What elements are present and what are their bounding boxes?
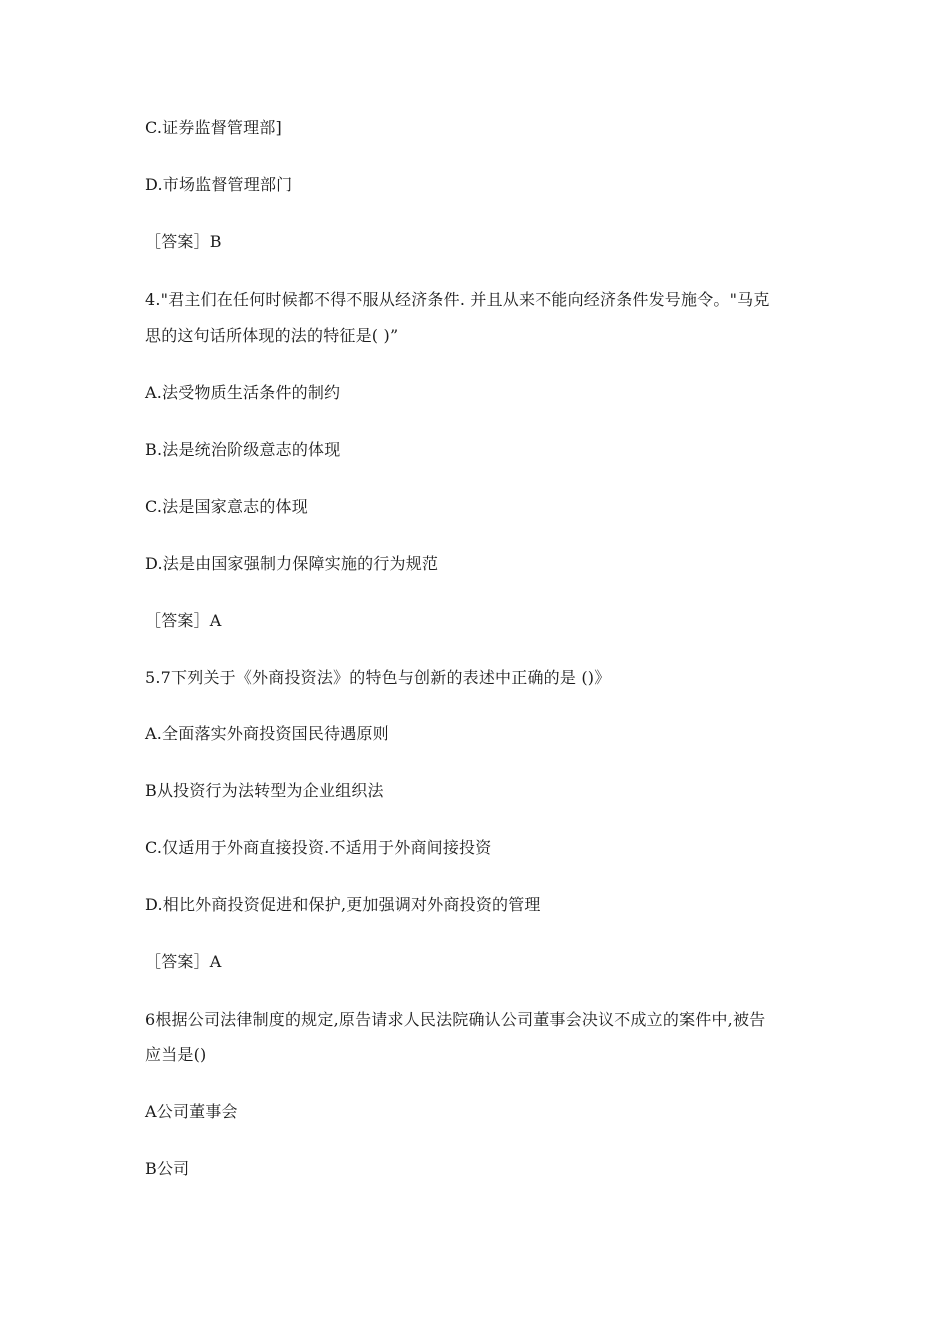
option-c-q3: C.证券监督管理部] bbox=[145, 118, 283, 137]
option-c-q4: C.法是国家意志的体现 bbox=[145, 497, 308, 516]
answer-q4: ［答案］A bbox=[145, 611, 222, 630]
option-b-q6: B公司 bbox=[145, 1159, 190, 1178]
question-5: 5.7下列关于《外商投资法》的特色与创新的表述中正确的是 ()》 bbox=[145, 668, 611, 687]
question-6-line-1: 6根据公司法律制度的规定,原告请求人民法院确认公司董事会决议不成立的案件中,被告 bbox=[145, 1010, 766, 1029]
option-a-q6: A公司董事会 bbox=[145, 1102, 238, 1121]
option-d-q4: D.法是由国家强制力保障实施的行为规范 bbox=[145, 554, 439, 573]
option-b-q5: B从投资行为法转型为企业组织法 bbox=[145, 781, 384, 800]
option-c-q5: C.仅适用于外商直接投资.不适用于外商间接投资 bbox=[145, 838, 492, 857]
question-4-line-1: 4."君主们在任何时候都不得不服从经济条件. 并且从来不能向经济条件发号施令。"马克 bbox=[145, 290, 770, 309]
answer-q3: ［答案］B bbox=[145, 232, 222, 251]
option-b-q4: B.法是统治阶级意志的体现 bbox=[145, 440, 341, 459]
option-a-q5: A.全面落实外商投资国民待遇原则 bbox=[145, 724, 389, 743]
option-d-q3: D.市场监督管理部门 bbox=[145, 175, 293, 194]
option-a-q4: A.法受物质生活条件的制约 bbox=[145, 383, 341, 402]
question-6-line-2: 应当是() bbox=[145, 1045, 207, 1064]
answer-q5: ［答案］A bbox=[145, 952, 222, 971]
question-4-line-2: 思的这句话所体现的法的特征是( )” bbox=[145, 326, 399, 345]
option-d-q5: D.相比外商投资促进和保护,更加强调对外商投资的管理 bbox=[145, 895, 541, 914]
